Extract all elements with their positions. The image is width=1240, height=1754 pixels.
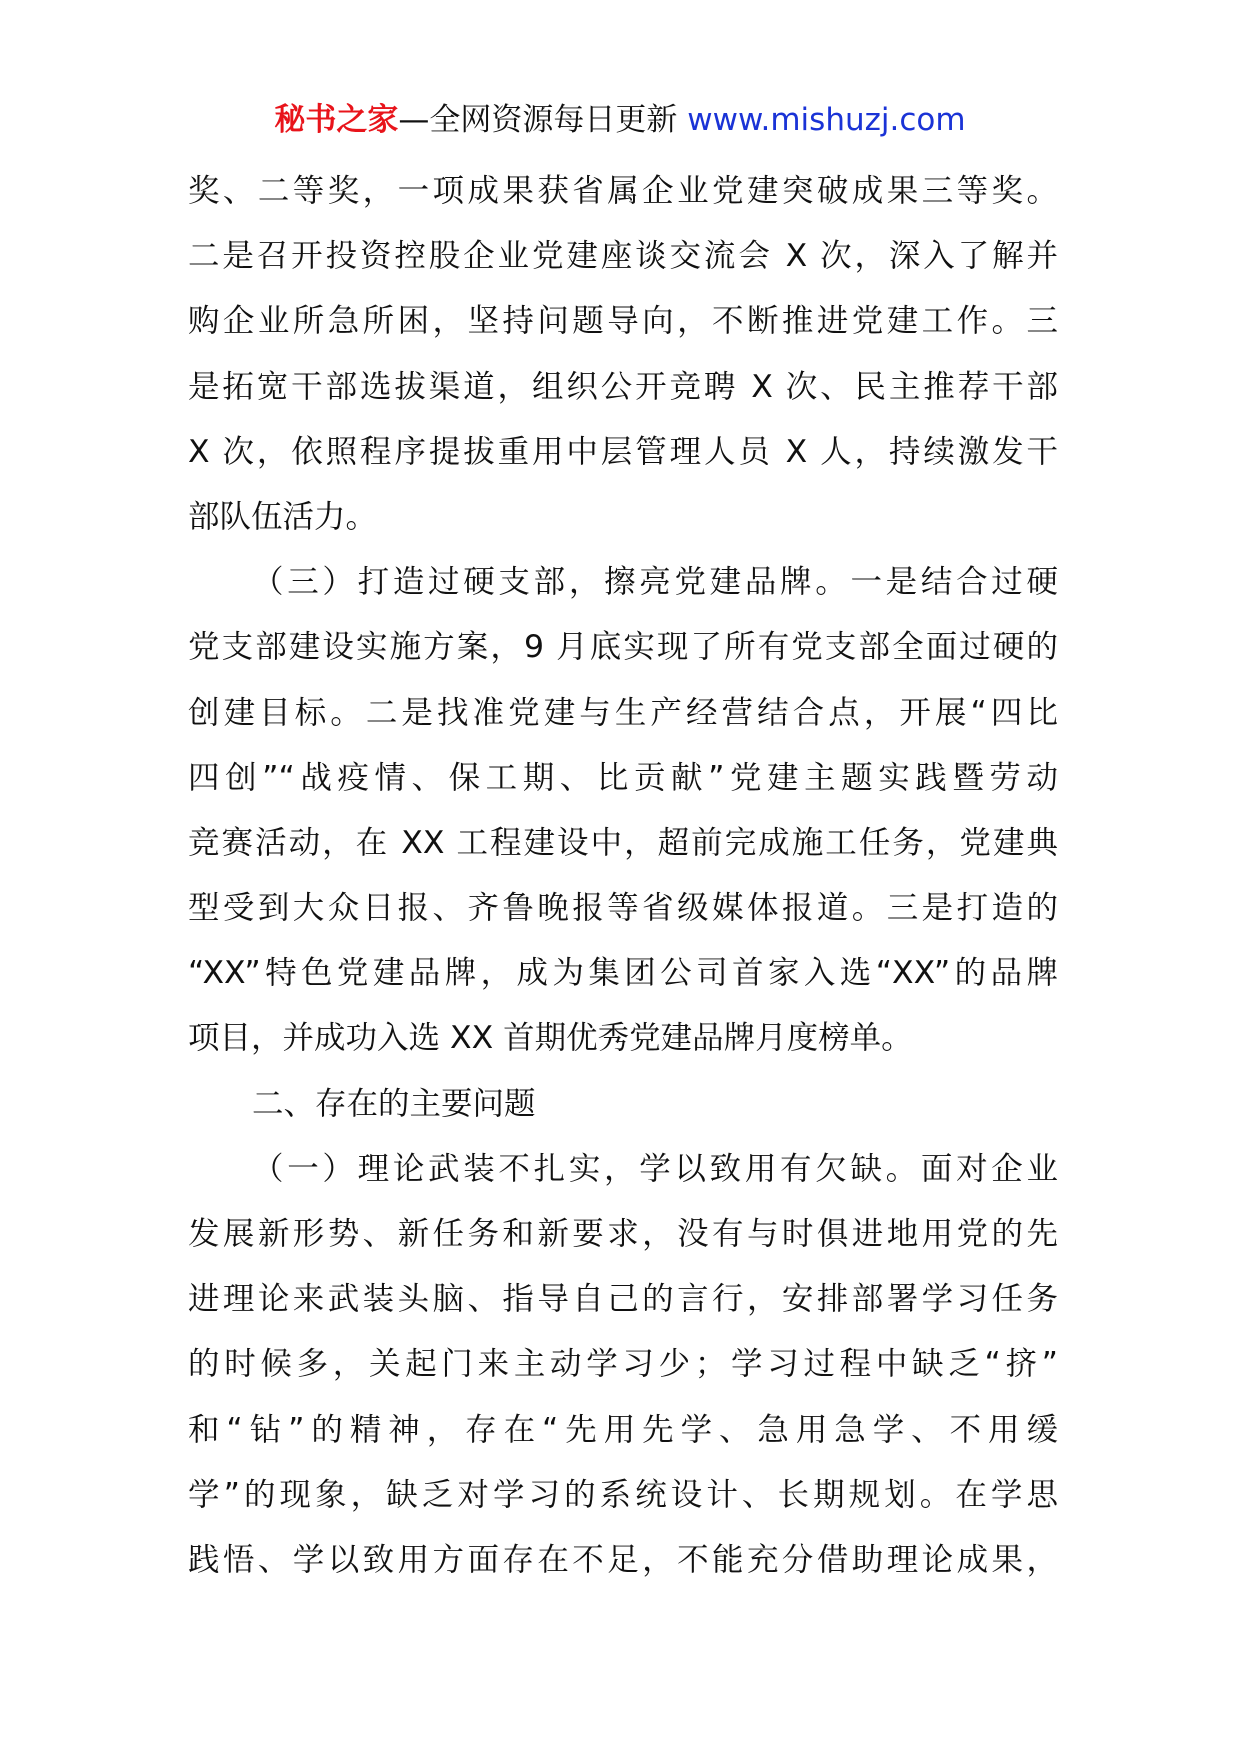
text-line: “XX”特色党建品牌，成为集团公司首家入选“XX”的品牌 xyxy=(188,955,1058,992)
text-line: 践悟、学以致用方面存在不足，不能充分借助理论成果， xyxy=(188,1541,1058,1578)
site-url-link[interactable]: www.mishuzj.com xyxy=(687,102,966,138)
text-line: （三）打造过硬支部，擦亮党建品牌。一是结合过硬 xyxy=(252,564,1058,601)
text-line: 项目，并成功入选 XX 首期优秀党建品牌月度榜单。 xyxy=(188,1020,913,1057)
text-line: 和“钻”的精神，存在“先用先学、急用急学、不用缓 xyxy=(188,1411,1058,1448)
text-line: 四创”“战疫情、保工期、比贡献”党建主题实践暨劳动 xyxy=(188,759,1058,796)
body-text xyxy=(188,159,1058,1593)
text-line: 的时候多，关起门来主动学习少；学习过程中缺乏“挤” xyxy=(188,1346,1058,1383)
text-line: 进理论来武装头脑、指导自己的言行，安排部署学习任务 xyxy=(188,1281,1058,1318)
text-line: 发展新形势、新任务和新要求，没有与时俱进地用党的先 xyxy=(188,1216,1058,1252)
text-line: 是拓宽干部选拔渠道，组织公开竞聘 X 次、民主推荐干部 xyxy=(188,368,1058,405)
header-tagline: —全网资源每日更新 xyxy=(398,102,678,138)
text-line: 型受到大众日报、齐鲁晚报等省级媒体报道。三是打造的 xyxy=(188,890,1058,927)
text-line: 党支部建设实施方案，9 月底实现了所有党支部全面过硬的 xyxy=(188,629,1058,666)
text-line: 竞赛活动，在 XX 工程建设中，超前完成施工任务，党建典 xyxy=(188,824,1058,861)
text-line: 购企业所急所困，坚持问题导向，不断推进党建工作。三 xyxy=(188,303,1058,340)
text-line: （一）理论武装不扎实，学以致用有欠缺。面对企业 xyxy=(252,1150,1058,1187)
section-heading: 二、存在的主要问题 xyxy=(252,1085,536,1122)
text-line: 奖、二等奖，一项成果获省属企业党建突破成果三等奖。 xyxy=(188,173,1058,209)
page-header xyxy=(0,98,1240,142)
text-line: 创建目标。二是找准党建与生产经营结合点，开展“四比 xyxy=(188,694,1058,731)
text-line: X 次，依照程序提拔重用中层管理人员 X 人，持续激发干 xyxy=(188,433,1058,470)
text-line: 学”的现象，缺乏对学习的系统设计、长期规划。在学思 xyxy=(188,1476,1058,1513)
text-line: 部队伍活力。 xyxy=(188,498,378,535)
text-line: 二是召开投资控股企业党建座谈交流会 X 次，深入了解并 xyxy=(188,238,1058,275)
brand-name: 秘书之家 xyxy=(274,102,399,138)
